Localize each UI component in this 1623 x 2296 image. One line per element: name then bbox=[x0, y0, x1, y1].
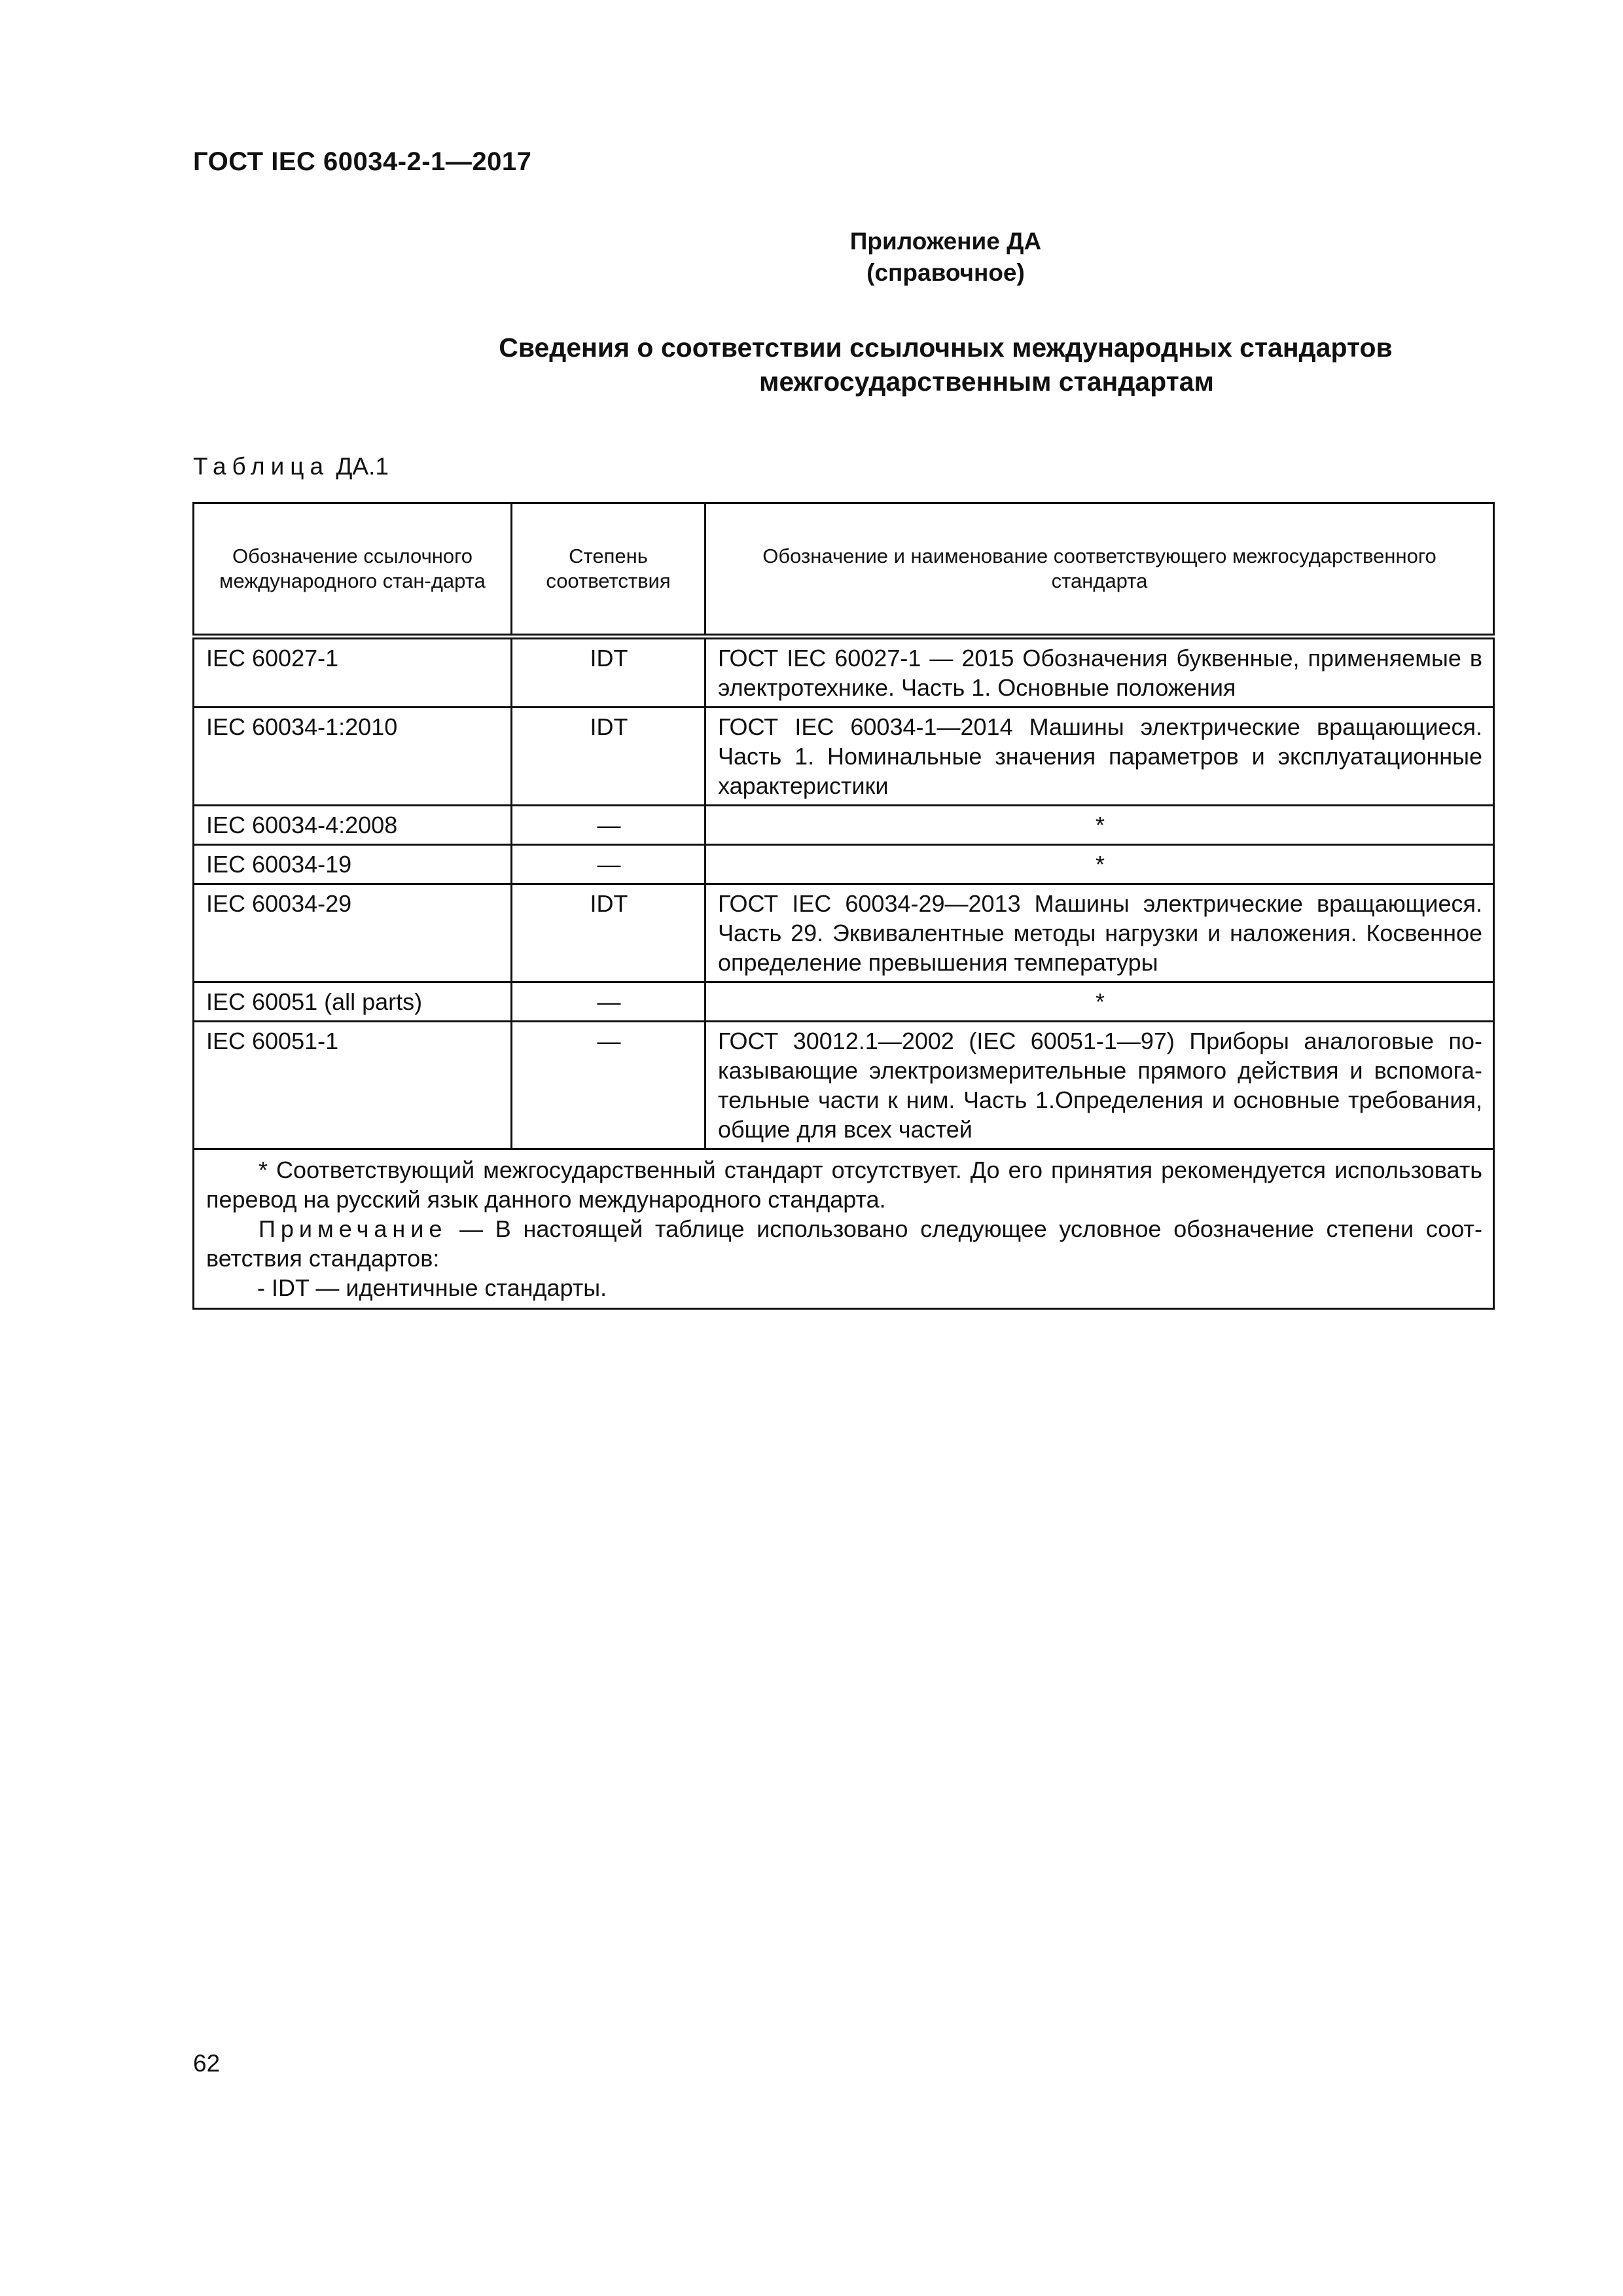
header-ref-designation: Обозначение ссылочного международного стан-дарта bbox=[194, 503, 512, 637]
degree-cell: IDT bbox=[512, 708, 705, 806]
degree-cell: — bbox=[512, 845, 705, 884]
table-row bbox=[194, 845, 1494, 884]
table-header-row bbox=[194, 503, 1494, 637]
header-interstate-standard: Обозначение и наименование соответствующего межгосударственного стандарта bbox=[705, 503, 1494, 637]
ref-cell: IEC 60034-1:2010 bbox=[194, 708, 512, 806]
annex-title: Приложение ДА bbox=[849, 228, 1042, 255]
footnote-note bbox=[206, 1214, 1482, 1273]
section-title-line-2: межгосударственным стандартам bbox=[759, 367, 1214, 397]
note-text: — В настоящей таблице использовано следующее условное обозначение степени соот-ветствия стандартов: bbox=[206, 1215, 1482, 1272]
table-caption-number: ДА.1 bbox=[336, 453, 389, 480]
footnote-star: * Соответствующий межгосударственный стандарт отсутствует. До его принятия рекомендуется использовать перевод на русский язык данного международного стандарта. bbox=[206, 1157, 1482, 1213]
table-row bbox=[194, 982, 1494, 1022]
footnote-idt: - IDT — идентичные стандарты. bbox=[257, 1274, 607, 1301]
document-code: ГОСТ IEC 60034-2-1—2017 bbox=[193, 147, 532, 176]
table-footnote bbox=[194, 1149, 1494, 1309]
table-caption bbox=[193, 453, 389, 480]
degree-cell: IDT bbox=[512, 884, 705, 982]
ref-cell: IEC 60034-4:2008 bbox=[194, 806, 512, 845]
table-caption-word: Таблица bbox=[193, 453, 330, 480]
table-row bbox=[194, 708, 1494, 806]
standard-cell: * bbox=[705, 982, 1494, 1022]
table-row bbox=[194, 806, 1494, 845]
standard-cell: * bbox=[705, 845, 1494, 884]
note-label: Примечание bbox=[259, 1215, 448, 1242]
degree-cell: — bbox=[512, 1022, 705, 1149]
page-number: 62 bbox=[193, 2050, 221, 2077]
table-row bbox=[194, 884, 1494, 982]
table-row bbox=[194, 637, 1494, 708]
ref-cell: IEC 60027-1 bbox=[194, 637, 512, 708]
table-row bbox=[194, 1022, 1494, 1149]
standard-cell: ГОСТ IEC 60034-1—2014 Машины электрические вращающиеся. Часть 1. Номинальные значения параметров и эксплуатационные характеристики bbox=[705, 708, 1494, 806]
section-title bbox=[193, 331, 1508, 399]
standard-cell: ГОСТ 30012.1—2002 (IEC 60051-1—97) Приборы аналоговые по-казывающие электроизмерительные прямого действия и вспомога-тельные части к ним. Часть 1.Определения и основные требования, общие для всех частей bbox=[705, 1022, 1494, 1149]
degree-cell: — bbox=[512, 982, 705, 1022]
standard-cell: ГОСТ IEC 60027-1 — 2015 Обозначения буквенные, применяемые в электротехнике. Часть 1. Основные положения bbox=[705, 637, 1494, 708]
annex-heading bbox=[193, 226, 1508, 289]
degree-cell: — bbox=[512, 806, 705, 845]
standard-cell: * bbox=[705, 806, 1494, 845]
table-footnote-row bbox=[194, 1149, 1494, 1309]
ref-cell: IEC 60034-29 bbox=[194, 884, 512, 982]
annex-subtitle: (справочное) bbox=[866, 259, 1025, 286]
header-degree: Степень соответствия bbox=[512, 503, 705, 637]
standard-cell: ГОСТ IEC 60034-29—2013 Машины электрические вращающиеся. Часть 29. Эквивалентные методы нагрузки и наложения. Косвенное определение превышения температуры bbox=[705, 884, 1494, 982]
section-title-line-1: Сведения о соответствии ссылочных международных стандартов bbox=[499, 332, 1393, 363]
ref-cell: IEC 60051-1 bbox=[194, 1022, 512, 1149]
ref-cell: IEC 60051 (all parts) bbox=[194, 982, 512, 1022]
ref-cell: IEC 60034-19 bbox=[194, 845, 512, 884]
degree-cell: IDT bbox=[512, 637, 705, 708]
reference-standards-table bbox=[192, 502, 1495, 1310]
